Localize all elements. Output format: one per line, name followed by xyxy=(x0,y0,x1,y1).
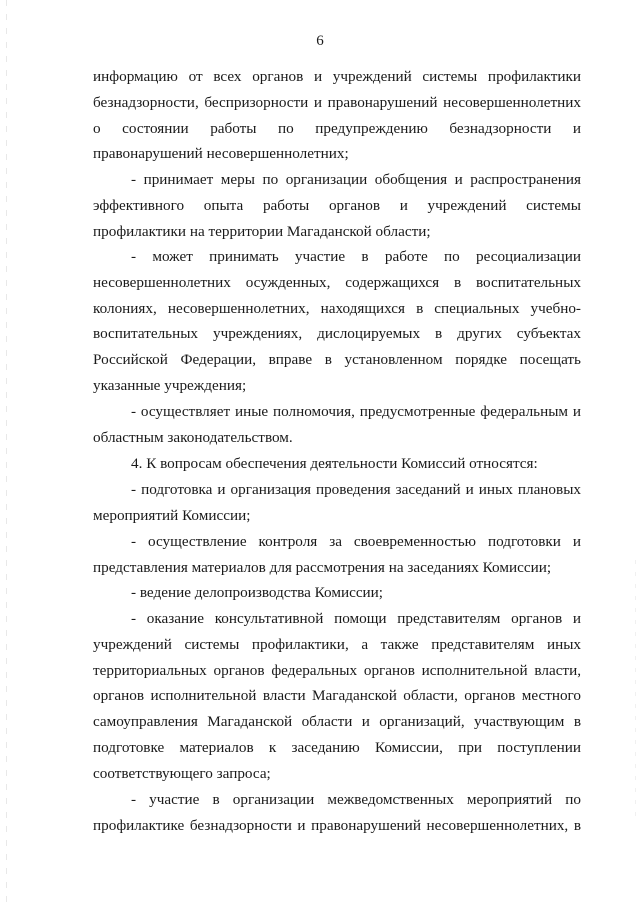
paragraph-8: - ведение делопроизводства Комиссии; xyxy=(131,584,384,601)
paragraph-6: - подготовка и организация проведения заседаний и иных плановых мероприятий Комиссии; xyxy=(93,481,581,524)
paragraph-3: - может принимать участие в работе по ресоциализации несовершеннолетних осужденных, содержащихся в воспитательных колониях, несовершеннолетних, находящихся в специальных учебно-воспитательных учреждениях, дислоцируемых в других субъектах Российской Федерации, вправе в установленном порядке посещать указанные учреждения; xyxy=(93,248,581,394)
scan-edge-left xyxy=(6,0,7,905)
paragraph-5: 4. К вопросам обеспечения деятельности Комиссий относятся: xyxy=(131,455,538,472)
page-number: 6 xyxy=(316,33,324,49)
paragraph-4: - осуществляет иные полномочия, предусмотренные федеральным и областным законодательством. xyxy=(93,403,581,446)
paragraph-7: - осуществление контроля за своевременностью подготовки и представления материалов для рассмотрения на заседаниях Комиссии; xyxy=(93,533,581,576)
paragraph-10: - участие в организации межведомственных мероприятий по профилактике безнадзорности и правонарушений несовершеннолетних, в xyxy=(93,791,581,834)
paragraph-2: - принимает меры по организации обобщения и распространения эффективного опыта работы органов и учреждений системы профилактики на территории Магаданской области; xyxy=(93,171,581,240)
scan-edge-right xyxy=(635,560,636,820)
paragraph-1: информацию от всех органов и учреждений системы профилактики безнадзорности, беспризорности и правонарушений несовершеннолетних о состоянии работы по предупреждению безнадзорности и правонарушений несовершеннолетних; xyxy=(93,68,581,163)
paragraph-9: - оказание консультативной помощи представителям органов и учреждений системы профилактики, а также представителям иных территориальных органов федеральных органов исполнительной власти, органов исполнительной власти Магаданской области, органов местного самоуправления Магаданской области и организаций, участвующим в подготовке материалов к заседанию Комиссии, при поступлении соответствующего запроса; xyxy=(93,610,581,782)
